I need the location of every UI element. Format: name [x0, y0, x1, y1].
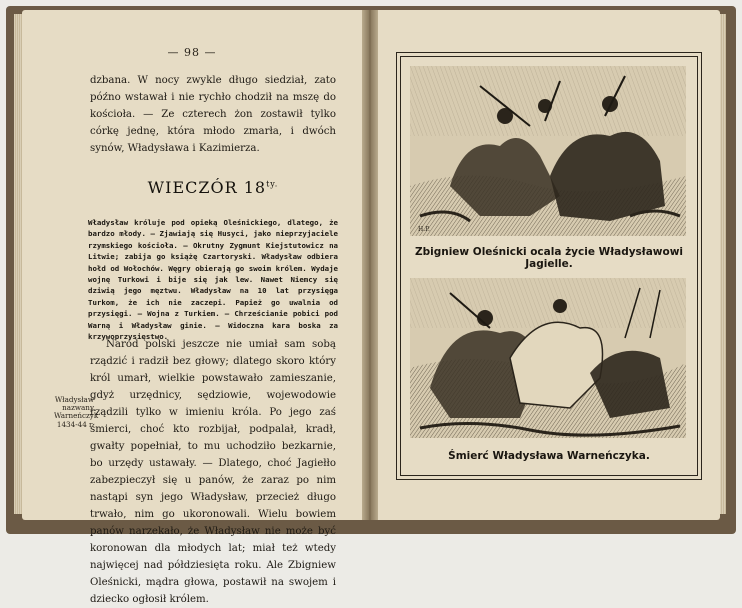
- paragraph-main: Naród polski jeszcze nie umiał sam sobą rządzić i radził bez głowy; dlatego skoro który król umarł, wielkie powstawało zamieszanie, gdyż urzędnicy, sędziowie, wojewodowie rządzili tylko w imieniu króla. Po jego zaś śmierci, choć kto rozbijał, podpalał, kradł, gwałty popełniał, to mu uchodziło bezkarnie, bo urzędy ustawały. — Dlatego, choć Jagiełło zabezpieczył się u panów, że zaraz po nim nastąpi syn jego Władysław, przecież długo trwało, nim go ukoronowali. Wielu bowiem panów narzekało, że Władysław nie może być koronowan dla młodych lat; miał też wtedy najwięcej nad półdziesięta roku. Ale Zbigniew Oleśnicki, mądra głowa, postawił na swojem i dziecko ogłosił królem.: [90, 339, 336, 605]
- chapter-heading-sup: ty.: [266, 179, 279, 189]
- margin-note: Władysław nazwany Warneńczyk 1434-44 r.: [54, 395, 99, 429]
- paragraph-top: dzbana. W nocy zwykle długo siedział, zato późno wstawał i nie rychło chodził na mszę do kościoła. — Ze czterech żon zostawił tylko córkę jednę, która młodo zmarła, i dwóch synów, Władysława i Kazimierza.: [90, 75, 336, 154]
- chapter-heading: [80, 178, 346, 197]
- book-gutter: [362, 10, 378, 520]
- engraving-death-of-wladyslaw: [410, 278, 686, 438]
- chapter-summary: Władysław króluje pod opieką Oleśnickiego, dlatego, że bardzo młody. — Zjawiają się Husyci, jako nieprzyjaciele rzymskiego kościoła. — Okrutny Zygmunt Kiejstutowicz na Litwie; zabija go książę Czartoryski. Władysław odbiera hołd od Wołochów. Węgry obierają go swoim królem. Wydaje wojnę Turkowi i bije się jak lew. Nawet Niemcy się dziwią jego męztwu. Władysław na 10 lat przysięga Turkom, że ich nie zaczepi. Papież go uwalnia od przysięgi. — Wojna z Turkiem. — Chrześcianie pobici pod Warną i Władysław ginie. — Widoczna kara boska za krzywoprzysięstwo.: [88, 218, 338, 342]
- chapter-heading-text: WIECZÓR 18: [147, 178, 267, 197]
- page-number: — 98 —: [167, 46, 217, 59]
- engraver-initials: H.P.: [418, 226, 430, 233]
- right-page: [378, 10, 720, 520]
- caption-bottom: Śmierć Władysława Warneńczyka.: [448, 450, 650, 462]
- left-page: [22, 10, 362, 605]
- engraving-battle-rescue: [410, 66, 686, 236]
- caption-top: Zbigniew Oleśnicki ocala życie Władysławowi Jagielle.: [414, 246, 684, 270]
